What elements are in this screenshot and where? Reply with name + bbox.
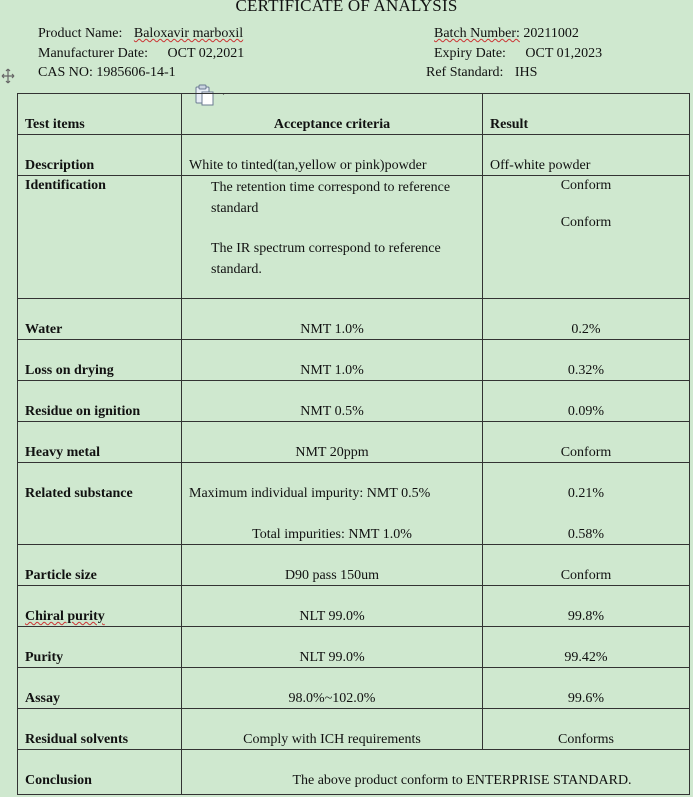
conclusion-text: The above product conform to ENTERPRISE STANDARD. (292, 773, 632, 788)
expiry-line (434, 44, 602, 64)
table-row (18, 176, 690, 299)
product-name-line (38, 24, 244, 44)
row-result: Conform (560, 445, 612, 460)
header-test-items (18, 94, 182, 135)
row-result: 99.6% (567, 691, 605, 706)
row-criteria: NMT 0.5% (300, 404, 364, 419)
row-result (483, 176, 689, 231)
row-item: Description (25, 158, 95, 173)
expiry-value: OCT 01,2023 (525, 45, 603, 61)
header-criteria-label: Acceptance criteria (273, 117, 391, 132)
criteria-line: The IR spectrum correspond to reference standard. (211, 241, 441, 277)
result-line: Conform (560, 178, 612, 193)
header-info-right (426, 24, 603, 83)
row-criteria (182, 463, 482, 543)
criteria-line: Total impurities: NMT 1.0% (252, 527, 412, 542)
move-handle-icon[interactable] (1, 68, 15, 88)
conclusion-row (18, 750, 690, 795)
analysis-table (17, 93, 690, 795)
criteria-line: The retention time correspond to reference standard (211, 180, 451, 216)
row-result (483, 463, 689, 543)
table-row (18, 463, 690, 545)
document-title: CERTIFICATE OF ANALYSIS (235, 0, 458, 15)
row-result: 99.8% (567, 609, 605, 624)
row-criteria: NMT 20ppm (295, 445, 369, 460)
ref-value: IHS (514, 65, 538, 80)
result-line: 0.58% (567, 527, 605, 542)
row-item: Residual solvents (25, 732, 129, 747)
header-acceptance-criteria (182, 94, 483, 135)
row-item: Water (25, 322, 63, 337)
row-criteria: NLT 99.0% (299, 650, 365, 665)
table-row (18, 422, 690, 463)
table-row (18, 586, 690, 627)
row-criteria: NMT 1.0% (300, 322, 364, 337)
manufacturer-date-value: OCT 02,2021 (167, 45, 245, 61)
cas-label: CAS NO: (38, 65, 93, 80)
row-criteria: White to tinted(tan,yellow or pink)powder (189, 158, 427, 173)
row-item: Particle size (25, 568, 97, 583)
manufacturer-date-line (38, 44, 244, 64)
row-result: 99.42% (564, 650, 608, 665)
product-name-value: Baloxavir marboxil (133, 26, 244, 41)
table-row (18, 381, 690, 422)
row-criteria: NMT 1.0% (300, 363, 364, 378)
table-row (18, 627, 690, 668)
table-row (18, 668, 690, 709)
cas-value: 1985606-14-1 (96, 65, 176, 80)
row-result: Off-white powder (490, 158, 591, 173)
row-item: Purity (25, 650, 64, 665)
batch-line (434, 24, 602, 44)
manufacturer-date-label: Manufacturer Date: (38, 45, 148, 61)
batch-value: 20211002 (523, 26, 579, 41)
row-item: Loss on drying (25, 363, 114, 378)
header-test-items-label: Test items (25, 117, 85, 132)
row-item: Identification (25, 178, 106, 193)
row-criteria: Comply with ICH requirements (243, 732, 421, 747)
expiry-label: Expiry Date: (434, 45, 506, 61)
row-criteria (182, 176, 482, 280)
header-result (483, 94, 690, 135)
row-result: 0.32% (567, 363, 605, 378)
conclusion-label: Conclusion (25, 773, 92, 788)
row-criteria: 98.0%~102.0% (288, 691, 376, 706)
product-name-label: Product Name: (38, 26, 123, 41)
table-row (18, 299, 690, 340)
row-item: Residue on ignition (25, 404, 141, 419)
result-line: 0.21% (567, 486, 605, 501)
row-item: Related substance (25, 486, 133, 501)
table-row (18, 709, 690, 750)
table-row (18, 135, 690, 176)
header-result-label: Result (490, 117, 529, 132)
header-info-left (38, 24, 244, 83)
row-item: Assay (25, 691, 61, 706)
row-criteria: NLT 99.0% (299, 609, 365, 624)
table-header-row (18, 94, 690, 135)
result-line: Conform (560, 215, 612, 230)
batch-label: Batch Number: (434, 26, 520, 41)
row-result: 0.2% (571, 322, 601, 337)
criteria-line: Maximum individual impurity: NMT 0.5% (189, 486, 431, 501)
row-item: Heavy metal (25, 445, 101, 460)
cas-line (38, 63, 244, 83)
row-result: Conforms (558, 732, 614, 747)
row-criteria: D90 pass 150um (284, 568, 380, 583)
table-row (18, 545, 690, 586)
row-result: 0.09% (567, 404, 605, 419)
row-item: Chiral purity (25, 609, 105, 624)
table-row (18, 340, 690, 381)
row-result: Conform (560, 568, 612, 583)
ref-label: Ref Standard: (426, 65, 504, 80)
ref-line (426, 63, 602, 83)
